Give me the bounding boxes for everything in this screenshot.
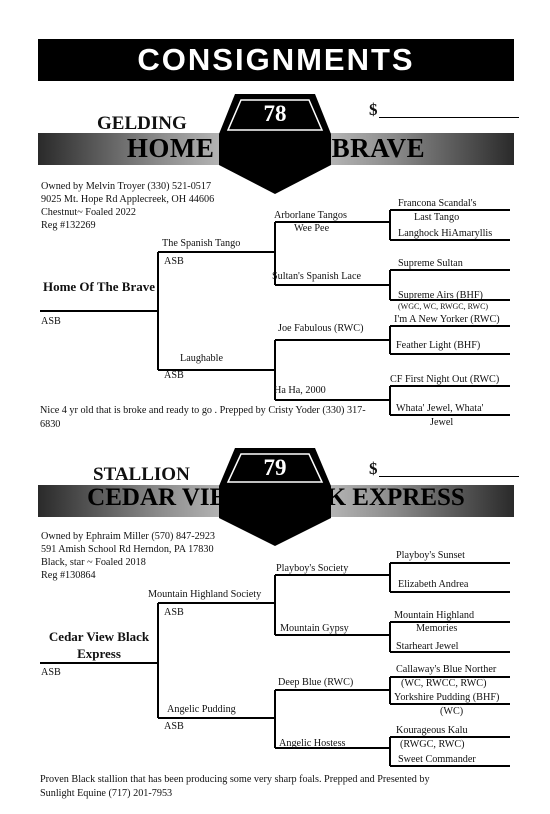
registration-line: Reg #130864: [41, 570, 96, 581]
horse-name: CEDAR VIEW BLACK EXPRESS: [87, 484, 465, 511]
great-grandparent-1: Francona Scandal's: [398, 198, 477, 209]
great-grandparent-7: CF First Night Out (RWC): [390, 374, 500, 385]
great-grandparent-3-line2: Memories: [416, 623, 458, 634]
dam-dam-name: Angelic Hostess: [279, 738, 346, 749]
sire-sire-extra: Wee Pee: [294, 223, 330, 234]
dam-sire-name: Joe Fabulous (RWC): [278, 323, 364, 334]
great-grandparent-8: Whata' Jewel, Whata': [396, 403, 484, 414]
sire-reg: ASB: [164, 607, 184, 618]
dam-sire-name: Deep Blue (RWC): [278, 677, 354, 688]
great-grandparent-6: Yorkshire Pudding (BHF): [394, 692, 500, 703]
sire-dam-name: Sultan's Spanish Lace: [272, 271, 361, 282]
price-symbol: $: [369, 459, 378, 478]
great-grandparent-5: I'm A New Yorker (RWC): [394, 314, 500, 325]
great-grandparent-8: Sweet Commander: [398, 754, 476, 765]
great-grandparent-1: Playboy's Sunset: [396, 550, 465, 561]
owner-line: Owned by Ephraim Miller (570) 847-2923: [41, 531, 216, 542]
address-line: 591 Amish School Rd Herndon, PA 17830: [41, 544, 214, 555]
address-line: 9025 Mt. Hope Rd Applecreek, OH 44606: [41, 194, 215, 205]
description-note: Proven Black stallion that has been producing some very sharp foals. Prepped and Presented by Sunlight Equine (717) 201-7953: [40, 774, 430, 799]
great-grandparent-2: Elizabeth Andrea: [398, 579, 469, 590]
subject-reg: ASB: [41, 316, 61, 327]
great-grandparent-3: Supreme Sultan: [398, 258, 463, 269]
great-grandparent-6: Feather Light (BHF): [396, 340, 481, 351]
subject-name: Home Of The Brave: [42, 279, 156, 294]
owner-line: Owned by Melvin Troyer (330) 521-0517: [41, 181, 212, 192]
dam-reg: ASB: [164, 721, 184, 732]
lot-number: 79: [263, 455, 287, 480]
sire-name: The Spanish Tango: [162, 238, 241, 249]
great-grandparent-4: Starheart Jewel: [396, 641, 459, 652]
great-grandparent-5-titles: (WC, RWCC, RWC): [401, 678, 487, 689]
sire-reg: ASB: [164, 256, 184, 267]
registration-line: Reg #132269: [41, 220, 96, 231]
great-grandparent-6-titles: (WC): [440, 706, 464, 717]
dam-dam-name: Ha Ha, 2000: [274, 385, 326, 396]
sire-sire-name: Arborlane Tangos: [274, 210, 347, 221]
dam-name: Laughable: [180, 353, 223, 364]
great-grandparent-4: Supreme Airs (BHF): [398, 290, 483, 301]
subject-name: Cedar View Black Express: [48, 629, 150, 661]
sire-name: Mountain Highland Society: [148, 589, 262, 600]
great-grandparent-2: Langhock HiAmaryllis: [398, 228, 493, 239]
horse-name: HOME OF THE BRAVE: [126, 133, 426, 163]
great-grandparent-7-titles: (RWGC, RWC): [400, 739, 465, 750]
subject-reg: ASB: [41, 667, 61, 678]
horse-kind: STALLION: [93, 464, 190, 485]
great-grandparent-3: Mountain Highland: [394, 610, 475, 621]
sire-dam-name: Mountain Gypsy: [280, 623, 349, 634]
great-grandparent-1-line2: Last Tango: [414, 212, 460, 223]
sire-sire-name: Playboy's Society: [276, 563, 349, 574]
lot-number: 78: [263, 101, 287, 126]
great-grandparent-8-line2: Jewel: [430, 417, 454, 428]
description-note: Nice 4 yr old that is broke and ready to go . Prepped by Cristy Yoder (330) 317-6830: [40, 405, 366, 430]
color-foaled-line: Chestnut~ Foaled 2022: [41, 207, 136, 218]
price-symbol: $: [369, 100, 378, 119]
great-grandparent-7: Kourageous Kalu: [396, 725, 468, 736]
horse-kind: GELDING: [97, 113, 187, 134]
great-grandparent-4-titles: (WGC, WC, RWGC, RWC): [398, 302, 489, 311]
dam-reg: ASB: [164, 370, 184, 381]
color-foaled-line: Black, star ~ Foaled 2018: [41, 557, 146, 568]
great-grandparent-5: Callaway's Blue Norther: [396, 664, 497, 675]
page-header: CONSIGNMENTS: [38, 39, 514, 81]
dam-name: Angelic Pudding: [167, 704, 236, 715]
